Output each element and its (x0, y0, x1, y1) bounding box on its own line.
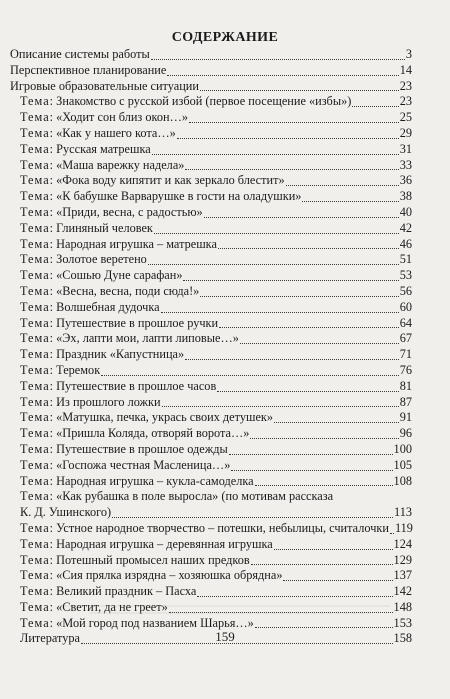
toc-entry-prefix: Тема (20, 268, 50, 283)
dot-leader (390, 521, 394, 534)
toc-entry-title (20, 300, 160, 316)
toc-entry (10, 521, 412, 537)
toc-entry-page: 148 (393, 599, 412, 614)
dot-leader (274, 410, 399, 423)
dot-leader (240, 331, 399, 344)
toc-entry-prefix: Тема (20, 520, 50, 535)
toc-entry-text: : Праздник «Капустница» (49, 347, 185, 362)
dot-leader (274, 537, 393, 550)
toc-entry-title (20, 189, 301, 205)
toc-entry-title (20, 237, 217, 253)
toc-entry-page: 31 (399, 141, 412, 156)
dot-leader (286, 173, 399, 186)
toc-entry-page: 113 (394, 505, 412, 520)
toc-entry-title (20, 110, 188, 126)
toc-entry-title (20, 173, 285, 189)
toc-entry-title (20, 284, 199, 300)
toc-entry-prefix: Тема (20, 568, 50, 583)
toc-entry-text: Игровые образовательные ситуации (10, 78, 199, 93)
toc-entry-text: : Устное народное творчество – потешки, небылицы, считалочки (49, 520, 389, 535)
toc-entry-prefix: Тема (20, 141, 50, 156)
toc-entry (10, 505, 412, 521)
toc-entry-prefix: Тема (20, 94, 50, 109)
toc-entry-title (20, 553, 250, 569)
toc-entry-title (20, 205, 203, 221)
toc-entry-title (20, 410, 273, 426)
dot-leader (283, 568, 392, 581)
toc-entry-prefix: Тема (20, 378, 50, 393)
toc-entry-page: 108 (393, 473, 412, 488)
toc-entry-prefix: Тема (20, 489, 50, 504)
toc-entry-text: : Народная игрушка – кукла-самоделка (49, 473, 254, 488)
toc-entry (10, 300, 412, 316)
toc-entry (10, 410, 412, 426)
dot-leader (218, 236, 399, 249)
toc-entry-title (20, 584, 196, 600)
dot-leader (161, 300, 399, 313)
dot-leader (101, 363, 399, 376)
toc-entry-page: 33 (399, 157, 412, 172)
toc-entry-text: : «Ходит сон близ окон…» (49, 110, 189, 125)
toc-entry-text: : «Как у нашего кота…» (49, 125, 176, 140)
dot-leader (162, 394, 399, 407)
toc-entry-text: К. Д. Ушинского) (20, 505, 112, 520)
dot-leader (251, 552, 393, 565)
toc-entry (10, 347, 412, 363)
toc-entry-text: : «Как рубашка в поле выросла» (по мотивам рассказа (49, 489, 334, 504)
toc-entry-title (20, 94, 351, 110)
toc-entry-title (20, 489, 333, 505)
toc-entry-page: 87 (399, 394, 412, 409)
toc-entry-prefix: Тема (20, 299, 50, 314)
toc-entry-page: 23 (399, 78, 412, 93)
toc-entry-page: 158 (393, 631, 412, 646)
toc-entry (10, 458, 412, 474)
toc-entry-title (20, 316, 218, 332)
toc-entry (10, 142, 412, 158)
toc-entry (10, 379, 412, 395)
toc-entry-text: : Народная игрушка – деревянная игрушка (49, 536, 273, 551)
toc-entry-page: 142 (393, 584, 412, 599)
dot-leader (185, 347, 399, 360)
toc-entry (10, 252, 412, 268)
toc-entry-text: : «Госпожа честная Масленица…» (49, 457, 231, 472)
dot-leader (231, 458, 392, 471)
toc-entry-text: : Путешествие в прошлое часов (49, 378, 217, 393)
toc-entry-prefix: Тема (20, 315, 50, 330)
dot-leader (200, 284, 398, 297)
toc-entry (10, 79, 412, 95)
toc-entry-page: 46 (399, 236, 412, 251)
toc-entry-title (20, 142, 151, 158)
toc-entry-prefix: Тема (20, 584, 50, 599)
toc-entry-title (20, 363, 100, 379)
toc-entry-page: 71 (399, 347, 412, 362)
toc-entry-prefix: Тема (20, 110, 50, 125)
dot-leader (255, 615, 393, 628)
toc-entry-prefix: Тема (20, 473, 50, 488)
toc-entry-title (20, 268, 182, 284)
dot-leader (204, 205, 399, 218)
toc-entry-text: : «Фока воду кипятит и как зеркало блестит» (49, 173, 285, 188)
toc-entry-prefix: Тема (20, 441, 50, 456)
toc-entry (10, 584, 412, 600)
toc-entry-text: : «Матушка, печка, укрась своих детушек» (49, 410, 274, 425)
toc-entry-title (20, 395, 161, 411)
toc-entry (10, 474, 412, 490)
toc-entry-page: 51 (399, 252, 412, 267)
toc-entry-title (20, 521, 389, 537)
toc-entry-prefix: Тема (20, 599, 50, 614)
toc-entry-prefix: Тема (20, 536, 50, 551)
toc-entry (10, 268, 412, 284)
toc-entry-prefix: Тема (20, 157, 50, 172)
toc-entry (10, 94, 412, 110)
toc-entry (10, 363, 412, 379)
toc-entry (10, 331, 412, 347)
toc-entry-title (20, 537, 273, 553)
toc-entry-page: 42 (399, 220, 412, 235)
toc-entry-prefix: Тема (20, 204, 50, 219)
toc-entry-prefix: Тема (20, 331, 50, 346)
toc-entry-text: : Глиняный человек (49, 220, 153, 235)
bleed-through-line (60, 605, 390, 607)
dot-leader (200, 78, 399, 91)
toc-entry-title (20, 158, 184, 174)
toc-entry (10, 189, 412, 205)
toc-entry-title (10, 47, 150, 63)
toc-entry-page: 67 (399, 331, 412, 346)
toc-entry-text: : «Сошью Дуне сарафан» (49, 268, 183, 283)
toc-entry (10, 537, 412, 553)
toc-entry (10, 489, 412, 505)
dot-leader (302, 189, 398, 202)
dot-leader (219, 315, 399, 328)
toc-entry-prefix: Тема (20, 615, 50, 630)
toc-entry-text: : «Сия прялка изрядна – хозяюшка обрядна» (49, 568, 283, 583)
toc-entry-title (10, 63, 166, 79)
toc-entry-text: : Золотое веретено (49, 252, 147, 267)
toc-entry-prefix: Тема (20, 394, 50, 409)
toc-entry-text: : Великий праздник – Пасха (49, 584, 197, 599)
toc-entry-page: 60 (399, 299, 412, 314)
toc-entry-title (10, 79, 199, 95)
toc-entry-text: : Потешный промысел наших предков (49, 552, 250, 567)
toc-entry-title (20, 126, 176, 142)
toc-entry-prefix: Тема (20, 125, 50, 140)
toc-entry-title (20, 347, 184, 363)
toc-entry-page: 3 (405, 47, 412, 61)
toc-entry (10, 221, 412, 237)
toc-entry-page: 91 (399, 410, 412, 425)
toc-entry-page: 96 (399, 426, 412, 441)
toc-entry (10, 442, 412, 458)
toc-entry (10, 284, 412, 300)
dot-leader (189, 110, 399, 123)
toc-entry-text: : Из прошлого ложки (49, 394, 161, 409)
toc-entry-page: 38 (399, 189, 412, 204)
dot-leader (152, 142, 399, 155)
toc-entry-title (20, 379, 216, 395)
toc-entry-text: : Теремок (49, 362, 101, 377)
toc-entry (10, 47, 412, 63)
toc-entry-page: 76 (399, 362, 412, 377)
toc-entry-text: : «Светит, да не греет» (49, 599, 168, 614)
toc-entry-title (20, 568, 282, 584)
toc-entry-prefix: Тема (20, 173, 50, 188)
toc-entry-page: 23 (399, 94, 412, 109)
dot-leader (148, 252, 399, 265)
toc-entry-text: : «Пришла Коляда, отворяй ворота…» (49, 426, 250, 441)
toc-entry-page: 119 (394, 520, 413, 535)
dot-leader (352, 94, 398, 107)
toc-entry-page: 129 (393, 552, 412, 567)
toc-entry (10, 63, 412, 79)
toc-entry-page: 25 (399, 110, 412, 125)
toc-entry-prefix: Тема (20, 236, 50, 251)
toc-entry-text: : «Эх, лапти мои, лапти липовые…» (49, 331, 239, 346)
dot-leader (229, 442, 393, 455)
toc-entry-title (20, 252, 147, 268)
dot-leader (154, 221, 399, 234)
dot-leader (217, 379, 398, 392)
toc-entry-page: 29 (399, 125, 412, 140)
toc-entry-prefix: Тема (20, 252, 50, 267)
toc-entry (10, 553, 412, 569)
toc-entry-text: : «Мой город под названием Шарья…» (49, 615, 254, 630)
toc-entry-prefix: Тема (20, 220, 50, 235)
toc-entry-prefix: Тема (20, 552, 50, 567)
toc-entry-title (20, 221, 153, 237)
page-number: 159 (215, 629, 235, 644)
toc-entry-title (20, 505, 111, 521)
toc-entry-prefix: Тема (20, 410, 50, 425)
toc-entry-page: 105 (393, 457, 412, 472)
toc-entry-title (20, 442, 228, 458)
toc-entry-title (20, 474, 254, 490)
dot-leader (185, 157, 398, 170)
toc-entry-text: : «Весна, весна, поди сюда!» (49, 283, 200, 298)
toc-entry (10, 158, 412, 174)
toc-entry-page: 64 (399, 315, 412, 330)
toc-entry-prefix: Тема (20, 426, 50, 441)
toc-entry-page: 124 (393, 536, 412, 551)
toc-entry (10, 568, 412, 584)
toc-entry (10, 237, 412, 253)
toc-entry-text: : «К бабушке Варварушке в гости на оладушки» (49, 189, 302, 204)
dot-leader (112, 505, 393, 518)
toc-entry (10, 110, 412, 126)
bleed-through-line (90, 612, 370, 614)
toc-entry-text: : Знакомство с русской избой (первое посещение «избы») (49, 94, 352, 109)
dot-leader (197, 584, 392, 597)
toc-entry (10, 426, 412, 442)
toc-entry-page: 53 (399, 268, 412, 283)
toc-entry-page: 100 (393, 441, 412, 456)
toc-entry-text: : «Приди, весна, с радостью» (49, 204, 203, 219)
toc-entry (10, 316, 412, 332)
toc-entry-page: 40 (399, 204, 412, 219)
toc-entry-text: : Волшебная дудочка (49, 299, 160, 314)
dot-leader (177, 126, 399, 139)
table-of-contents (10, 47, 412, 647)
toc-entry-prefix: Тема (20, 362, 50, 377)
dot-leader (255, 473, 393, 486)
toc-entry-prefix: Тема (20, 283, 50, 298)
toc-entry-text: : «Маша варежку надела» (49, 157, 185, 172)
toc-entry (10, 205, 412, 221)
toc-entry-text: Описание системы работы (10, 47, 150, 61)
toc-entry (10, 173, 412, 189)
toc-entry-page: 36 (399, 173, 412, 188)
toc-entry-text: Перспективное планирование (10, 62, 167, 77)
toc-entry-page: 137 (393, 568, 412, 583)
toc-entry-prefix: Тема (20, 457, 50, 472)
toc-entry-prefix: Тема (20, 189, 50, 204)
toc-entry-page: 14 (399, 62, 412, 77)
toc-entry-text: : Путешествие в прошлое одежды (49, 441, 228, 456)
toc-entry-text: : Русская матрешка (49, 141, 151, 156)
toc-entry-text: : Путешествие в прошлое ручки (49, 315, 219, 330)
toc-entry-page: 81 (399, 378, 412, 393)
toc-entry-page: 153 (393, 615, 412, 630)
dot-leader (151, 47, 405, 60)
toc-entry-title (20, 331, 239, 347)
toc-entry-title (20, 458, 230, 474)
toc-entry (10, 395, 412, 411)
dot-leader (167, 63, 398, 76)
toc-entry-page: 56 (399, 283, 412, 298)
toc-entry-title (20, 426, 249, 442)
toc-entry-text: : Народная игрушка – матрешка (49, 236, 217, 251)
dot-leader (183, 268, 398, 281)
toc-entry (10, 126, 412, 142)
toc-entry-prefix: Тема (20, 347, 50, 362)
dot-leader (250, 426, 398, 439)
toc-entry-text: Литература (20, 631, 81, 646)
page-title: СОДЕРЖАНИЕ (171, 30, 279, 45)
